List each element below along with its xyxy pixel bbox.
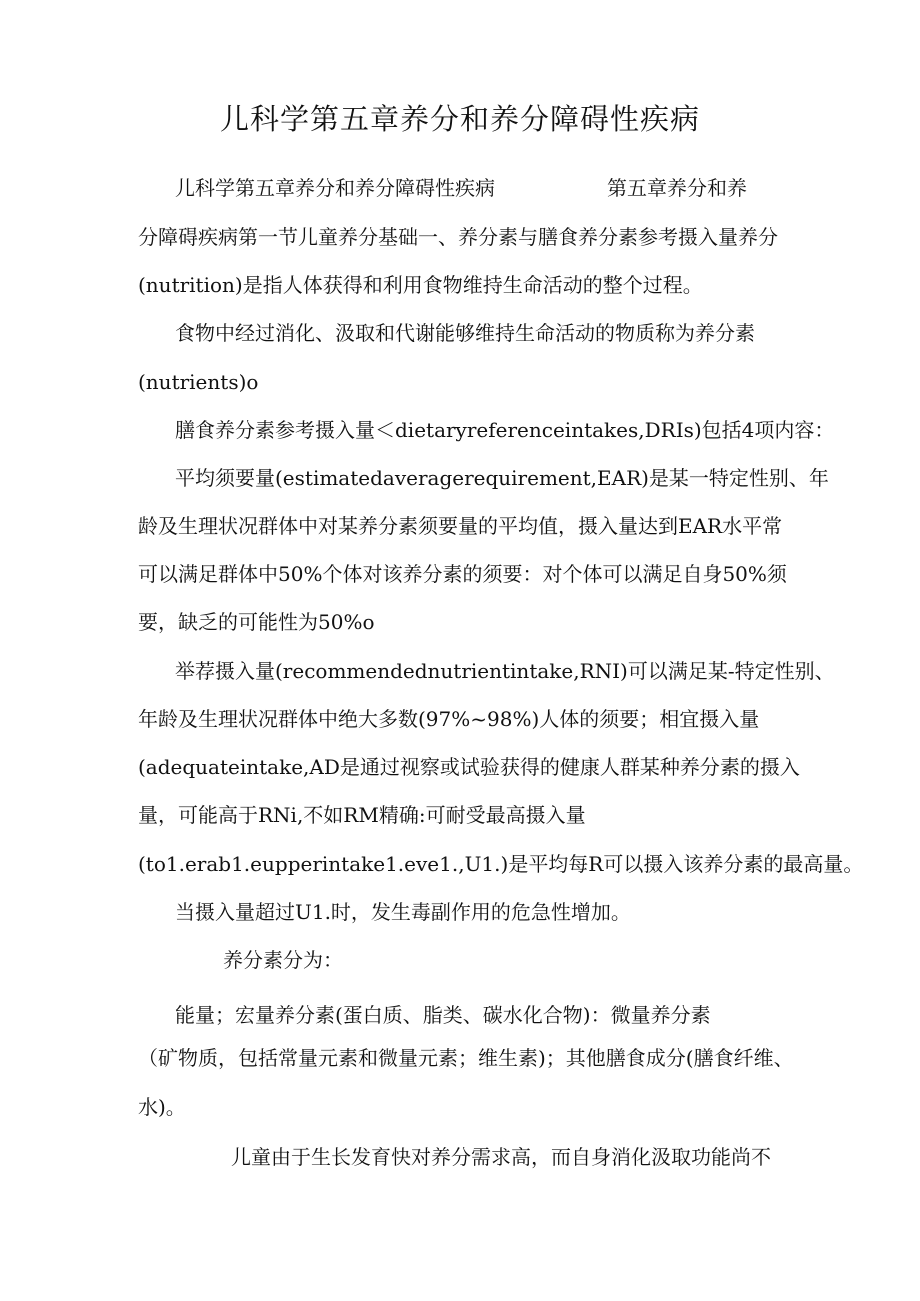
paragraph-line: (adequateintake,AD是通过视察或试验获得的健康人群某种养分素的摄入 <box>138 755 800 779</box>
paragraph-line: (nutrition)是指人体获得和利用食物维持生命活动的整个过程。 <box>138 273 703 297</box>
paragraph-line: 分障碍疾病第一节儿童养分基础一、养分素与膳食养分素参考摄入量养分 <box>138 225 778 249</box>
paragraph-line: 养分素分为： <box>223 948 343 972</box>
document-title: 儿科学第五章养分和养分障碍性疾病 <box>219 102 700 136</box>
paragraph-line: （矿物质，包括常量元素和微量元素；维生素)；其他膳食成分(膳食纤维、 <box>138 1046 794 1070</box>
paragraph-line: 要，缺乏的可能性为50%o <box>138 610 375 634</box>
paragraph-line: (to1.erab1.eupperintake1.eve1.,U1.)是平均每R可以摄入该养分素的最高量。 <box>138 852 864 876</box>
paragraph-line: 举荐摄入量(recommendednutrientintake,RNI)可以满足某-特定性别、 <box>175 659 835 683</box>
paragraph-line: 儿童由于生长发育快对养分需求高，而自身消化汲取功能尚不 <box>231 1145 771 1169</box>
paragraph-line: 膳食养分素参考摄入量＜dietaryreferenceintakes,DRIs)包括4项内容： <box>175 418 835 442</box>
paragraph-line: 当摄入量超过U1.时，发生毒副作用的危急性增加。 <box>175 900 631 924</box>
paragraph-line: 第五章养分和养 <box>607 176 747 200</box>
paragraph-line: 儿科学第五章养分和养分障碍性疾病 <box>175 176 495 200</box>
paragraph-line: 食物中经过消化、汲取和代谢能够维持生命活动的物质称为养分素 <box>175 321 755 345</box>
paragraph-line: (nutrients)o <box>138 370 259 394</box>
paragraph-line: 可以满足群体中50%个体对该养分素的须要：对个体可以满足自身50%须 <box>138 562 787 586</box>
paragraph-line: 年龄及生理状况群体中绝大多数(97%~98%)人体的须要；相宜摄入量 <box>138 707 760 731</box>
paragraph-line: 龄及生理状况群体中对某养分素须要量的平均值，摄入量达到EAR水平常 <box>138 514 783 538</box>
paragraph-line: 水)。 <box>138 1095 186 1119</box>
paragraph-line: 量，可能高于RNi,不如RM精确:可耐受最高摄入量 <box>138 803 586 827</box>
paragraph-line: 平均须要量(estimatedaveragerequirement,EAR)是某一特定性别、年 <box>175 466 829 490</box>
paragraph-line: 能量；宏量养分素(蛋白质、脂类、碳水化合物)：微量养分素 <box>175 1003 711 1027</box>
